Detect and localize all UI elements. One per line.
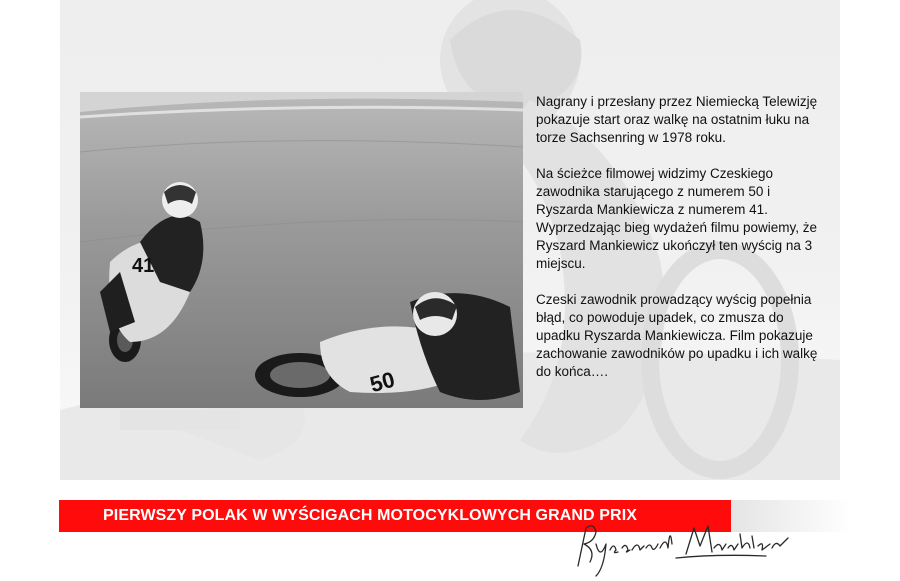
description-paragraph-2: Na ścieżce filmowej widzimy Czeskiego zawodnika starującego z numerem 50 i Ryszarda Mankiewicza z numerem 41. Wyprzedzając bieg wydażeń filmu powiemy, że Ryszard Mankiewicz ukończył ten wyścig na 3 miejscu. bbox=[536, 166, 817, 271]
signature bbox=[566, 514, 798, 578]
banner-title: PIERWSZY POLAK W WYŚCIGACH MOTOCYKLOWYCH GRAND PRIX bbox=[103, 507, 638, 524]
description bbox=[536, 93, 824, 399]
signature-graphic bbox=[566, 514, 798, 578]
description-paragraph-3: Czeski zawodnik prowadzący wyścig popełnia błąd, co powoduje upadek, co zmusza do upadku Ryszarda Mankiewicza. Film pokazuje zachowanie zawodników po upadku i ich walkę do końca…. bbox=[536, 292, 818, 379]
race-photo bbox=[80, 92, 523, 408]
description-paragraph-1: Nagrany i przesłany przez Niemiecką Telewizję pokazuje start oraz walkę na ostatnim łuku na torze Sachsenring w 1978 roku. bbox=[536, 94, 818, 145]
svg-text:50: 50 bbox=[367, 366, 398, 398]
svg-text:41: 41 bbox=[132, 255, 155, 277]
